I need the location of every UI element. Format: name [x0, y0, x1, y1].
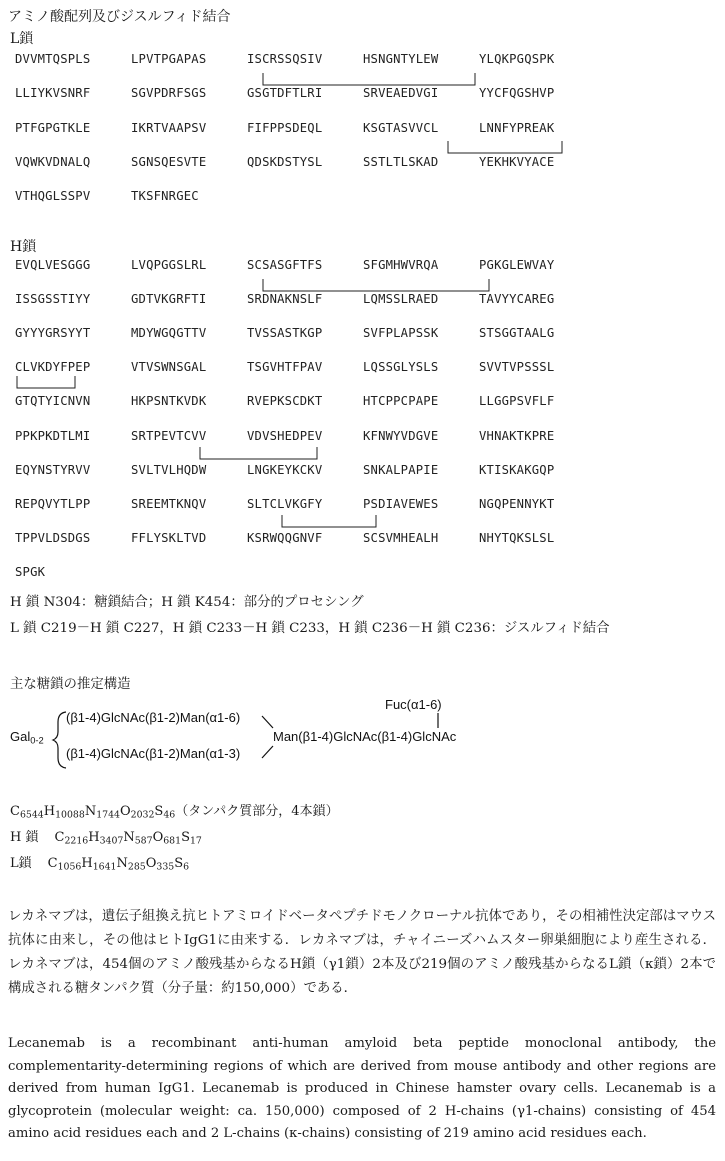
l-chain-residue-group: KSGTASVVCL	[363, 120, 439, 135]
h-chain-residue-group: VTVSWNSGAL	[131, 360, 207, 375]
h-chain-residue-group: HTCPPCPAPE	[363, 394, 439, 409]
formula-l-label: L鎖	[10, 856, 32, 871]
formula-h-chain: H 鎖 $C_{2216}H_{3407}N_{587}O_{681}S_{17}$	[10, 830, 202, 847]
l-chain-residue-group: VQWKVDNALQ	[15, 154, 91, 169]
h-chain-residue-group: NGQPENNYKT	[479, 496, 555, 511]
h-chain-residue-group: VDVSHEDPEV	[247, 428, 323, 443]
h-chain-residue-group: PPKPKDTLMI	[15, 428, 91, 443]
description-japanese: レカネマブは，遺伝子組換え抗ヒトアミロイドベータペプチドモノクローナル抗体であり，その相補性決定部はマウス抗体に由来し，その他はヒトIgG1に由来する．レカネマブは，チャイニーズハムスター卵巣細胞により産生される．レカネマブは，454個のアミノ酸残基からなるH鎖（γ1鎖）2本及び219個のアミノ酸残基からなるL鎖（κ鎖）2本で構成される糖タンパク質（分子量：約150,000）である．	[8, 909, 716, 996]
note-disulfide: L 鎖 C219－H 鎖 C227，H 鎖 C233－H 鎖 C233，H 鎖 C236－H 鎖 C236：ジスルフィド結合	[10, 621, 610, 636]
h-chain-residue-group: TSGVHTFPAV	[247, 360, 323, 375]
h-chain-residue-group: SPGK	[15, 564, 46, 579]
h-chain-residue-group: LNGKEYKCKV	[247, 462, 323, 477]
h-chain-residue-group: SVFPLAPSSK	[363, 326, 439, 341]
h-chain-residue-group: SCSASGFTFS	[247, 258, 323, 272]
h-chain-residue-group: REPQVYTLPP	[15, 496, 91, 511]
h-chain-residue-group: KSRWQQGNVF	[247, 530, 323, 545]
h-chain-residue-group: KTISKAKGQP	[479, 462, 555, 477]
h-chain-residue-group: SCSVMHEALH	[363, 530, 439, 545]
h-chain-residue-group: GYYYGRSYYT	[15, 326, 91, 341]
h-chain-residue-group: EVQLVESGGG	[15, 258, 91, 272]
h-chain-residue-group: LVQPGGSLRL	[131, 258, 207, 272]
l-chain-residue-group: HSNGNTYLEW	[363, 52, 439, 66]
glycan-core: Man(β1-4)GlcNAc(β1-4)GlcNAc	[273, 729, 457, 744]
upper-branch: (β1-4)GlcNAc(β1-2)Man(α1-6)	[66, 710, 241, 725]
h-chain-residue-group: SRDNAKNSLF	[247, 292, 323, 307]
l-chain-residue-group: PTFGPGTKLE	[15, 120, 91, 135]
h-chain-residue-group: FFLYSKLTVD	[131, 530, 207, 545]
l-chain-residue-group: TKSFNRGEC	[131, 189, 199, 204]
h-chain-label: H鎖	[10, 239, 37, 255]
h-chain-residue-group: GTQTYICNVN	[15, 394, 91, 409]
l-chain-residue-group: GSGTDFTLRI	[247, 86, 323, 101]
h-chain-residue-group: PSDIAVEWES	[363, 496, 439, 511]
h-chain-residue-group: KFNWYVDGVE	[363, 428, 439, 443]
h-chain-residue-group: GDTVKGRFTI	[131, 292, 207, 307]
l-chain-residue-group: DVVMTQSPLS	[15, 52, 91, 66]
l-chain-residue-group: FIFPPSDEQL	[247, 120, 323, 135]
h-chain-residue-group: SREEMTKNQV	[131, 496, 207, 511]
h-chain-residue-group: SLTCLVKGFY	[247, 496, 323, 511]
h-chain-residue-group: LQMSSLRAED	[363, 292, 439, 307]
lower-branch: (β1-4)GlcNAc(β1-2)Man(α1-3)	[66, 746, 241, 761]
description-english: Lecanemab is a recombinant anti-human amyloid beta peptide monoclonal antibody, the complementarity-determining regions of which are derived from mouse antibody and other regions are derived from human IgG1. Lecanemab is produced in Chinese hamster ovary cells. Lecanemab is a glycoprotein (molecular weight: ca. 150,000) composed of 2 H-chains (γ1-chains) consisting of 454 amino acid residues each and 2 L-chains (κ-chains) consisting of 219 amino acid residues each.	[8, 1036, 716, 1141]
l-chain-residue-group: YLQKPGQSPK	[479, 52, 555, 66]
l-chain-residue-group: SGVPDRFSGS	[131, 86, 207, 101]
formula-l-chain: L鎖 $C_{1056}H_{1641}N_{285}O_{335}S_6$	[10, 856, 190, 873]
h-chain-residue-group: SNKALPAPIE	[363, 462, 439, 477]
h-chain-residue-group: TPPVLDSDGS	[15, 530, 91, 545]
h-chain-residue-group: SVLTVLHQDW	[131, 462, 207, 477]
h-chain-residue-group: SVVTVPSSSL	[479, 360, 555, 375]
l-chain-residue-group: ISCRSSQSIV	[247, 52, 323, 66]
lower-bond	[262, 746, 273, 758]
h-chain-residue-group: SRTPEVTCVV	[131, 428, 207, 443]
h-chain-residue-group: CLVKDYFPEP	[15, 360, 91, 375]
page-title: アミノ酸配列及びジスルフィド結合	[8, 9, 231, 25]
l-chain-residue-group: VTHQGLSSPV	[15, 189, 91, 204]
h-chain-residue-group: ISSGSSTIYY	[15, 292, 91, 307]
formula-h-label: H 鎖	[10, 830, 39, 845]
l-chain-residue-group: YYCFQGSHVP	[479, 86, 555, 101]
fucose-label: Fuc(α1-6)	[385, 697, 442, 712]
l-chain-residue-group: SRVEAEDVGI	[363, 86, 439, 101]
l-chain-residue-group: LNNFYPREAK	[479, 120, 555, 135]
l-chain-residue-group: QDSKDSTYSL	[247, 154, 323, 169]
h-chain-residue-group: LQSSGLYSLS	[363, 360, 439, 375]
h-chain-residue-group: NHYTQKSLSL	[479, 530, 555, 545]
h-chain-residue-group: EQYNSTYRVV	[15, 462, 91, 477]
l-chain-label: L鎖	[10, 31, 34, 47]
l-chain-residue-group: YEKHKVYACE	[479, 154, 555, 169]
h-chain-residue-group: LLGGPSVFLF	[479, 394, 555, 409]
h-chain-residue-group: TVSSASTKGP	[247, 326, 323, 341]
h-chain-residue-group: VHNAKTKPRE	[479, 428, 555, 443]
upper-bond	[262, 716, 273, 728]
h-chain-residue-group: HKPSNTKVDK	[131, 394, 207, 409]
h-chain-residue-group: MDYWGQGTTV	[131, 326, 207, 341]
l-chain-residue-group: IKRTVAAPSV	[131, 120, 207, 135]
h-chain-residue-group: TAVYYCAREG	[479, 292, 555, 307]
l-chain-residue-group: SSTLTLSKAD	[363, 154, 439, 169]
note-glycosylation: H 鎖 N304：糖鎖結合；H 鎖 K454：部分的プロセシング	[10, 595, 364, 610]
glycan-heading: 主な糖鎖の推定構造	[10, 677, 131, 692]
h-chain-residue-group: STSGGTAALG	[479, 326, 555, 341]
galactose-label: Gal$_{0-2}$	[10, 729, 44, 746]
h-chain-residue-group: RVEPKSCDKT	[247, 394, 323, 409]
l-chain-residue-group: LLIYKVSNRF	[15, 86, 91, 101]
h-chain-residue-group: PGKGLEWVAY	[479, 258, 555, 272]
l-chain-residue-group: SGNSQESVTE	[131, 154, 207, 169]
l-chain-residue-group: LPVTPGAPAS	[131, 52, 207, 66]
formula-total: $C_{6544}H_{10088}N_{1744}O_{2032}S_{46}$（タンパク質部分，4本鎖）	[10, 804, 339, 821]
branch-brace	[53, 712, 66, 768]
h-chain-residue-group: SFGMHWVRQA	[363, 258, 439, 272]
